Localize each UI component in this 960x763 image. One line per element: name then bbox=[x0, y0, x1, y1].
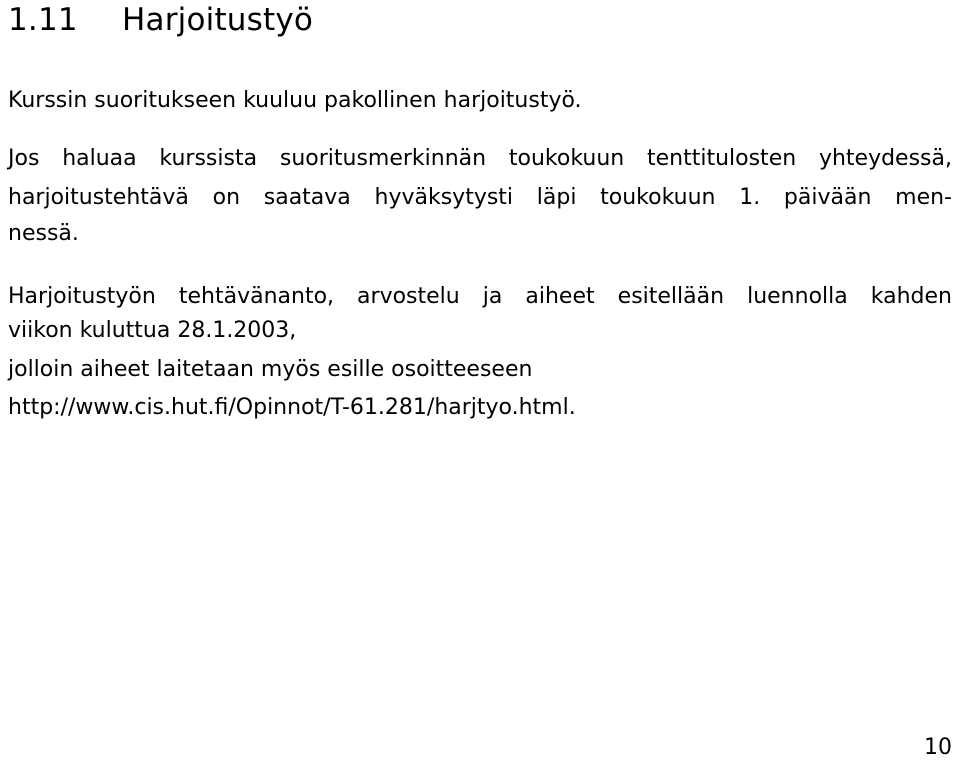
paragraph-2-line-3: nessä. bbox=[8, 221, 79, 246]
section-title: Harjoitustyö bbox=[122, 2, 314, 38]
paragraph-3-line-2: viikon kuluttua 28.1.2003, bbox=[8, 318, 297, 343]
paragraph-2-line-1: Jos haluaa kurssista suoritusmerkinnän toukokuun tenttitulosten yhteydessä, bbox=[8, 146, 952, 171]
page-number: 10 bbox=[924, 735, 952, 760]
paragraph-1: Kurssin suoritukseen kuuluu pakollinen harjoitustyö. bbox=[8, 88, 582, 113]
paragraph-3-line-1: Harjoitustyön tehtävänanto, arvostelu ja aiheet esitellään luennolla kahden bbox=[8, 284, 952, 309]
paragraph-3-line-3: jolloin aiheet laitetaan myös esille osoitteeseen bbox=[8, 357, 533, 382]
section-number: 1.11 bbox=[8, 2, 78, 38]
section-heading bbox=[8, 0, 313, 40]
paragraph-3-line-4: http://www.cis.hut.fi/Opinnot/T-61.281/harjtyo.html. bbox=[8, 395, 576, 420]
paragraph-2-line-2: harjoitustehtävä on saatava hyväksytysti läpi toukokuun 1. päivään men- bbox=[8, 185, 952, 210]
